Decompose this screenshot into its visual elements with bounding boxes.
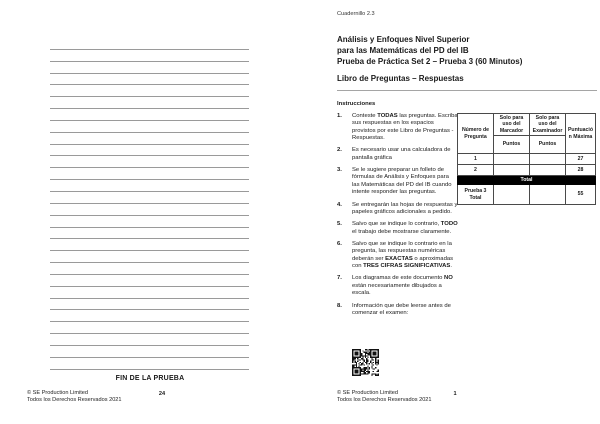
- answer-lines: [50, 38, 249, 370]
- page-number-right: 1: [453, 391, 457, 397]
- answer-line: [50, 109, 249, 121]
- answer-line: [50, 85, 249, 97]
- instruction-text: Se entregarán las hojas de respuestas y papeles gráficos adicionales a pedido.: [352, 201, 458, 215]
- marks-table-row: 1 27: [458, 154, 596, 165]
- rights-text: Todos los Derechos Reservados 2021: [337, 396, 432, 403]
- answer-line: [50, 50, 249, 62]
- examiner-use-header: Solo para uso del Examinador: [530, 114, 566, 136]
- answer-line: [50, 38, 249, 50]
- instruction-item: [337, 221, 458, 236]
- instruction-item: [337, 167, 458, 196]
- instruction-number: 8.: [337, 302, 342, 309]
- answer-line: [50, 239, 249, 251]
- instruction-item: [337, 147, 458, 162]
- instruction-text: Conteste TODAS las preguntas. Escriba sus respuestas en los espacios provistos por este Libro de Preguntas - Respuestas.: [352, 113, 458, 141]
- max-score-header: Puntuación Máxima: [566, 114, 596, 154]
- instruction-number: 7.: [337, 275, 342, 282]
- examiner-points-header: Puntos: [530, 136, 566, 154]
- instruction-item: [337, 241, 458, 270]
- marks-table-body: [458, 154, 596, 176]
- end-of-exam-label: FIN DE LA PRUEBA: [115, 375, 185, 382]
- marks-table-container: [457, 113, 595, 205]
- exam-title-line1: Análisis y Enfoques Nivel Superior: [337, 35, 470, 44]
- total-max-cell: 55: [566, 185, 596, 205]
- answer-line: [50, 275, 249, 287]
- copyright-text: © SE Production Limited: [337, 390, 399, 396]
- answer-line: [50, 251, 249, 263]
- answer-line: [50, 192, 249, 204]
- footer-left: [27, 390, 122, 404]
- instructions-heading: Instrucciones: [337, 101, 376, 107]
- instruction-text: Salvo que se indique lo contrario en la pregunta, las respuestas numéricas deberán ser EXACTAS o aproximadas con TRES CIFRAS SIGNIFICATIVAS.: [352, 241, 454, 269]
- instruction-text: Salvo que se indique lo contrario, TODO el trabajo debe mostrarse claramente.: [352, 221, 458, 235]
- exam-subtitle: Libro de Preguntas – Respuestas: [337, 74, 464, 83]
- total-examiner-points-cell: [530, 185, 566, 205]
- qr-code: [352, 349, 379, 376]
- instruction-text: Los diagramas de este documento NO están necesariamente dibujados a escala.: [352, 275, 453, 297]
- answer-line: [50, 62, 249, 74]
- copyright-text: © SE Production Limited: [27, 390, 89, 396]
- instruction-item: [337, 275, 458, 297]
- footer-right: [337, 390, 432, 404]
- header-divider: [337, 90, 597, 91]
- answer-line: [50, 287, 249, 299]
- answer-line: [50, 97, 249, 109]
- instruction-item: [337, 303, 458, 318]
- total-marker-points-cell: [494, 185, 530, 205]
- instruction-number: 2.: [337, 147, 342, 154]
- total-row: [458, 185, 596, 205]
- answer-line: [50, 133, 249, 145]
- booklet-label: Cuadernillo 2.3: [337, 11, 375, 17]
- rights-text: Todos los Derechos Reservados 2021: [27, 396, 122, 403]
- instruction-text: Información que debe leerse antes de comenzar el examen:: [352, 302, 451, 316]
- marks-table: [457, 113, 596, 205]
- answer-line: [50, 204, 249, 216]
- instruction-item: [337, 202, 458, 217]
- instruction-number: 5.: [337, 221, 342, 228]
- answer-line: [50, 228, 249, 240]
- answer-line: [50, 263, 249, 275]
- answer-line: [50, 358, 249, 370]
- qr-code-image: [352, 349, 379, 376]
- total-band-label: Total: [458, 176, 596, 185]
- answer-line: [50, 322, 249, 334]
- instruction-number: 4.: [337, 201, 342, 208]
- answer-line: [50, 74, 249, 86]
- instruction-number: 6.: [337, 241, 342, 248]
- answer-line: [50, 180, 249, 192]
- answer-line: [50, 216, 249, 228]
- answer-line: [50, 145, 249, 157]
- answer-line: [50, 310, 249, 322]
- page-number-left: 24: [158, 391, 166, 397]
- question-column-header: Número de Pregunta: [458, 114, 494, 154]
- instruction-text: Es necesario usar una calculadora de pantalla gráfica: [352, 147, 451, 161]
- answer-line: [50, 156, 249, 168]
- instruction-item: [337, 113, 458, 142]
- exam-title-line2: para las Matemáticas del PD del IB: [337, 46, 469, 55]
- total-row-label: Prueba 3 Total: [458, 185, 494, 205]
- instruction-text: Se le sugiere preparar un folleto de fórmulas de Análisis y Enfoques para las Matemáticas del PD del IB cuando intente responder las preguntas.: [352, 167, 452, 196]
- answer-line: [50, 299, 249, 311]
- exam-title-line3: Prueba de Práctica Set 2 – Prueba 3 (60 Minutos): [337, 57, 523, 66]
- answer-line: [50, 121, 249, 133]
- answer-line: [50, 168, 249, 180]
- instruction-number: 3.: [337, 167, 342, 174]
- marker-points-header: Puntos: [494, 136, 530, 154]
- answer-line: [50, 334, 249, 346]
- instructions-list: [337, 113, 458, 322]
- marks-table-row: 2 28: [458, 165, 596, 176]
- instruction-number: 1.: [337, 113, 342, 119]
- exam-title: [337, 34, 522, 67]
- marker-use-header: Solo para uso del Marcador: [494, 114, 530, 136]
- answer-line: [50, 346, 249, 358]
